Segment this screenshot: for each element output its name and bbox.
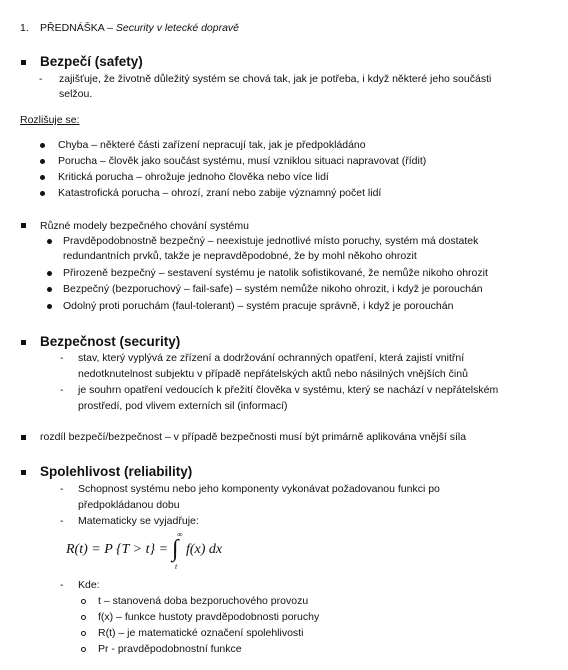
distinguish-item-4: Katastrofická porucha – ohrozí, zraní nebo zabije významný počet lidí: [58, 187, 382, 199]
where-item-1: t – stanovená doba bezporuchového provozu: [98, 595, 309, 607]
models-item-1a: Pravděpodobnostně bezpečný – neexistuje jednotlivé místo poruchy, systém má dostatek: [63, 235, 479, 247]
distinguish-item-1: Chyba – některé části zařízení nepracují tak, jak je předpokládáno: [58, 139, 366, 151]
formula-upper: ∞: [177, 530, 183, 539]
bullet-square: [21, 223, 26, 228]
bullet-dot: [47, 239, 52, 244]
dash-marker: -: [60, 384, 64, 396]
bullet-dot: [47, 287, 52, 292]
dash-marker: -: [60, 483, 64, 495]
models-item-4: Odolný proti poruchám (faul-tolerant) – systém pracuje správně, i když je porouchán: [63, 300, 454, 312]
bullet-square: [21, 435, 26, 440]
dash-marker: -: [39, 73, 43, 85]
title-text: PŘEDNÁŠKA –: [40, 22, 116, 34]
bullet-dot: [40, 191, 45, 196]
security-desc-2a: je souhrn opatření vedoucích k přežití člověka v systému, který se nachází v nepřátelském: [78, 384, 499, 396]
where-item-3: R(t) – je matematické označení spolehlivosti: [98, 627, 304, 639]
models-item-2: Přirozeně bezpečný – sestavení systému je natolik sofistikované, že nemůže nikoho ohrozit: [63, 267, 488, 279]
dash-marker: -: [60, 579, 64, 591]
dash-marker: -: [60, 352, 64, 364]
formula-integrand: f(x) dx: [186, 542, 223, 557]
bullet-dot: [40, 159, 45, 164]
distinguish-item-3: Kritická porucha – ohrožuje jednoho člověka nebo více lidí: [58, 171, 329, 183]
dash-marker: -: [60, 515, 64, 527]
formula-lower: t: [175, 562, 178, 571]
formula-integral: ∫: [172, 536, 179, 562]
formula-lhs: R(t) = P {T > t} =: [66, 542, 169, 557]
bullet-dot: [40, 143, 45, 148]
reliability-heading: Spolehlivost (reliability): [40, 464, 193, 479]
safety-desc-2: selžou.: [59, 88, 93, 100]
safety-desc-1: zajišťuje, že životně důležitý systém se chová tak, jak je potřeba, i když některé jeho součásti: [59, 73, 492, 85]
reliability-desc-1a: Schopnost systému nebo jeho komponenty vykonávat požadovanou funkci po: [78, 483, 440, 495]
bullet-circle: [81, 647, 86, 652]
page-title: [40, 20, 239, 36]
bullet-square: [21, 470, 26, 475]
distinguish-label: Rozlišuje se:: [20, 114, 80, 126]
security-heading: Bezpečnost (security): [40, 334, 181, 349]
safety-heading: Bezpečí (safety): [40, 54, 143, 69]
where-label: Kde:: [78, 579, 100, 591]
title-number: 1.: [20, 22, 29, 34]
models-heading: Různé modely bezpečného chování systému: [40, 220, 249, 232]
models-item-1b: redundantních prvků, takže je nepravděpodobné, že by mohl někoho ohrozit: [63, 250, 417, 262]
reliability-desc-1b: předpokládanou dobu: [78, 499, 180, 511]
security-desc-1b: nedotknutelnost subjektu v případě nepřátelských aktů nebo násilných vnějších činů: [78, 368, 468, 380]
security-desc-1a: stav, který vyplývá ze zřízení a dodržování ochranných opatření, která zajistí vnitřní: [78, 352, 465, 364]
title-italic: Security v letecké dopravě: [115, 22, 240, 34]
security-desc-2b: prostředí, pod vlivem externích sil (informací): [78, 400, 288, 412]
bullet-circle: [81, 599, 86, 604]
bullet-dot: [47, 271, 52, 276]
bullet-dot: [40, 175, 45, 180]
reliability-desc-2: Matematicky se vyjadřuje:: [78, 515, 199, 527]
bullet-circle: [81, 631, 86, 636]
difference-text: rozdíl bezpečí/bezpečnost – v případě bezpečnosti musí být primárně aplikována vnější síla: [40, 431, 467, 443]
bullet-circle: [81, 615, 86, 620]
models-item-3: Bezpečný (bezporuchový – fail-safe) – systém nemůže nikoho ohrozit, i když je porouchán: [63, 283, 483, 295]
where-item-4: Pr - pravděpodobnostní funkce: [98, 643, 242, 655]
bullet-dot: [47, 304, 52, 309]
distinguish-item-2: Porucha – člověk jako součást systému, musí vzniklou situaci napravovat (řídit): [58, 155, 427, 167]
bullet-square: [21, 340, 26, 345]
bullet-square: [21, 60, 26, 65]
where-item-2: f(x) – funkce hustoty pravděpodobnosti poruchy: [98, 611, 320, 623]
